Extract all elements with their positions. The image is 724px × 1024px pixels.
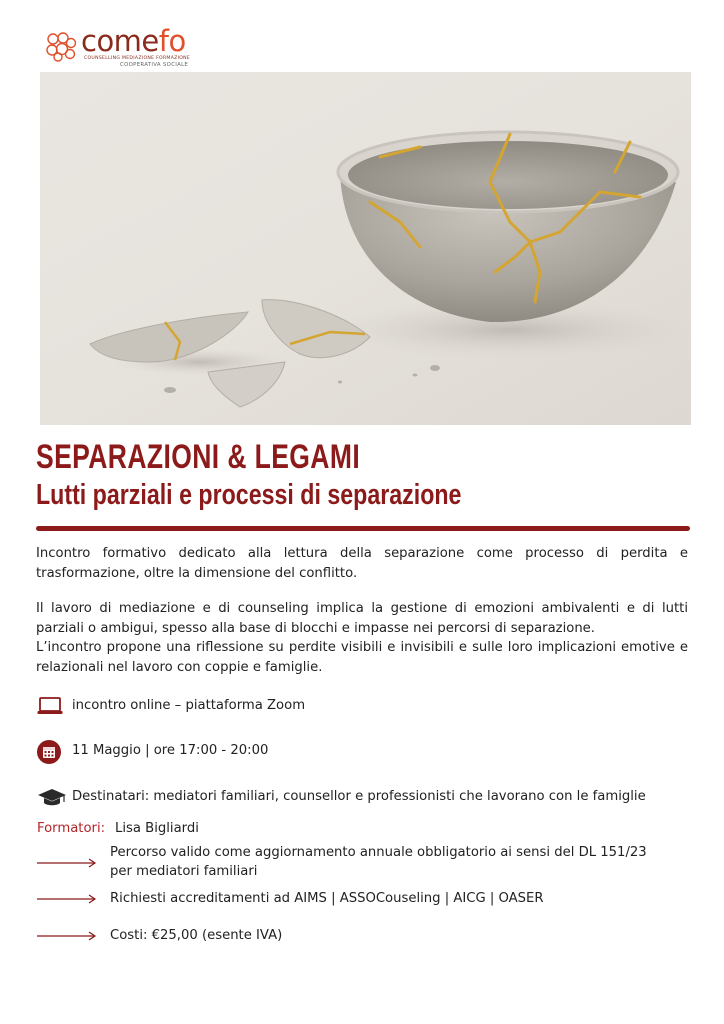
description-paragraph: Il lavoro di mediazione e di counseling implica la gestione di emozioni ambivalenti e di lutti parziali o ambigui, spesso alla base di blocchi e impasse nei percorsi di separazione. xyxy=(36,601,688,636)
audience-info: Destinatari: mediatori familiari, counsellor e professionisti che lavorano con le famiglie xyxy=(72,789,646,804)
bullet-item-accreditation: Richiesti accreditamenti ad AIMS | ASSOCouseling | AICG | OASER xyxy=(110,891,544,906)
title-divider xyxy=(36,526,690,531)
logo-wordmark: comefo xyxy=(81,24,186,58)
date-info: 11 Maggio | ore 17:00 - 20:00 xyxy=(72,743,269,758)
logo-cooperative: COOPERATIVA SOCIALE xyxy=(120,62,189,68)
page-subtitle: Lutti parziali e processi di separazione xyxy=(36,479,462,511)
laptop-icon xyxy=(37,697,63,715)
online-info: incontro online – piattaforma Zoom xyxy=(72,698,306,713)
intro-paragraph: Incontro formativo dedicato alla lettura della separazione come processo di perdita e trasformazione, oltre la dimensione del conflitto. xyxy=(36,546,688,581)
page-title: SEPARAZIONI & LEGAMI xyxy=(36,438,361,476)
logo-tagline: COUNSELLING MEDIAZIONE FORMAZIONE xyxy=(84,56,191,61)
logo-swirl-icon xyxy=(44,30,78,62)
trainers-name: Lisa Bigliardi xyxy=(115,821,199,836)
bullet-item-cost: Costi: €25,00 (esente IVA) xyxy=(110,928,283,943)
reflection-paragraph: L’incontro propone una riflessione su perdite visibili e invisibili e sulle loro implicazioni emotive e relazionali nel lavoro con coppie e famiglie. xyxy=(36,640,688,675)
arrow-icon xyxy=(37,858,97,868)
arrow-icon xyxy=(37,894,97,904)
calendar-icon xyxy=(37,740,61,764)
arrow-icon xyxy=(37,931,97,941)
comefo-logo xyxy=(44,26,234,70)
trainers-label: Formatori: xyxy=(37,821,106,836)
kintsugi-bowl-photo xyxy=(40,72,691,425)
bullet-item-certification: Percorso valido come aggiornamento annuale obbligatorio ai sensi del DL 151/23 per mediatori familiari xyxy=(110,845,647,879)
graduation-cap-icon xyxy=(37,787,67,807)
